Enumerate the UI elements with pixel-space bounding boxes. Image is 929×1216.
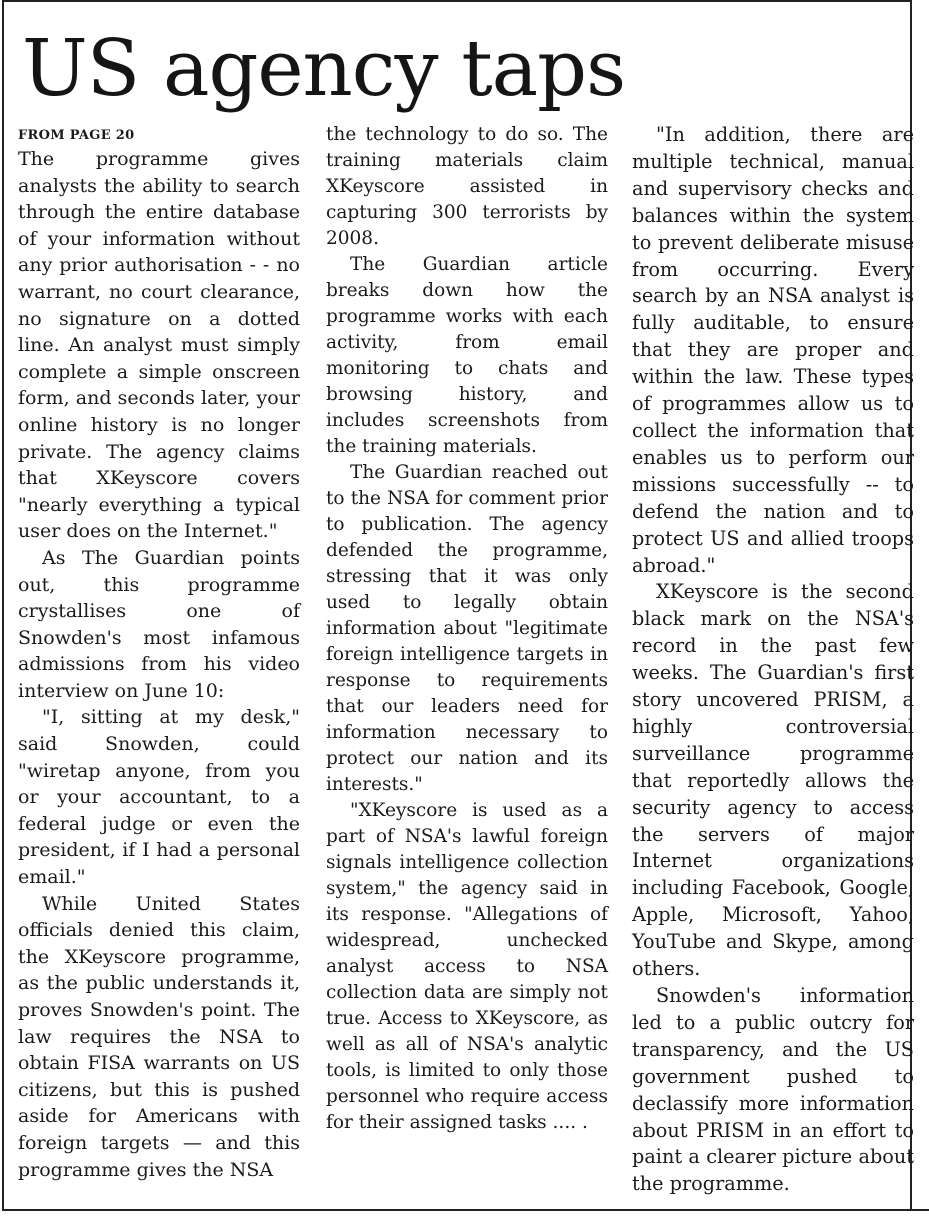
column-3 [632, 122, 914, 1198]
paragraph: As The Guardian points out, this programme crystallises one of Snowden's most infamous admissions from his video interview on June 10: [18, 546, 300, 702]
paragraph: Snowden's information led to a public outcry for transparency, and the US government pushed to declassify more information about PRISM in an effort to paint a clearer picture about the programme. [632, 984, 914, 1196]
article-body [18, 122, 916, 1202]
continued-from-label: FROM PAGE 20 [18, 128, 135, 143]
paragraph: XKeyscore is the second black mark on the NSA's record in the past few weeks. The Guardian's first story uncovered PRISM, a highly controversial surveillance programme that reportedly allows the security agency to access the servers of major Internet organizations including Facebook, Google, Apple, Microsoft, Yahoo, YouTube and Skype, among others. [632, 580, 914, 981]
paragraph: The Guardian reached out to the NSA for comment prior to publication. The agency defended the programme, stressing that it was only used to legally obtain information about "legitimate foreign intelligence targets in response to requirements that our leaders need for information necessary to protect our nation and its interests." [326, 462, 608, 795]
paragraph: "I, sitting at my desk," said Snowden, could "wiretap anyone, from you or your accountant, to a federal judge or even the president, if I had a personal email." [18, 706, 300, 889]
column-2 [326, 122, 608, 1136]
paragraph: The Guardian article breaks down how the programme works with each activity, from email monitoring to chats and browsing history, and includes screenshots from the training materials. [326, 254, 608, 457]
paragraph: "In addition, there are multiple technical, manual and supervisory checks and balances within the system to prevent deliberate misuse from occurring. Every search by an NSA analyst is fully auditable, to ensure that they are proper and within the law. These types of programmes allow us to collect the information that enables us to perform our missions successfully -- to defend the nation and to protect US and allied troops abroad." [632, 123, 914, 577]
paragraph: "XKeyscore is used as a part of NSA's lawful foreign signals intelligence collection system," the agency said in its response. "Allegations of widespread, unchecked analyst access to NSA collection data are simply not true. Access to XKeyscore, as well as all of NSA's analytic tools, is limited to only those personnel who require access for their assigned tasks .... . [326, 800, 608, 1133]
paragraph: the technology to do so. The training materials claim XKeyscore assisted in capturing 300 terrorists by 2008. [326, 124, 608, 249]
headline: US agency taps [22, 24, 626, 114]
paragraph: While United States officials denied this claim, the XKeyscore programme, as the public understands it, proves Snowden's point. The law requires the NSA to obtain FISA warrants on US citizens, but this is pushed aside for Americans with foreign targets — and this programme gives the NSA [18, 892, 300, 1181]
column-1 [18, 122, 300, 1183]
bottom-rule [2, 1209, 929, 1211]
paragraph: The programme gives analysts the ability to search through the entire database of your information without any prior authorisation - - no warrant, no court clearance, no signature on a dotted line. An analyst must simply complete a simple onscreen form, and seconds later, your online history is no longer private. The agency claims that XKeyscore covers "nearly everything a typical user does on the Internet." [18, 148, 300, 543]
